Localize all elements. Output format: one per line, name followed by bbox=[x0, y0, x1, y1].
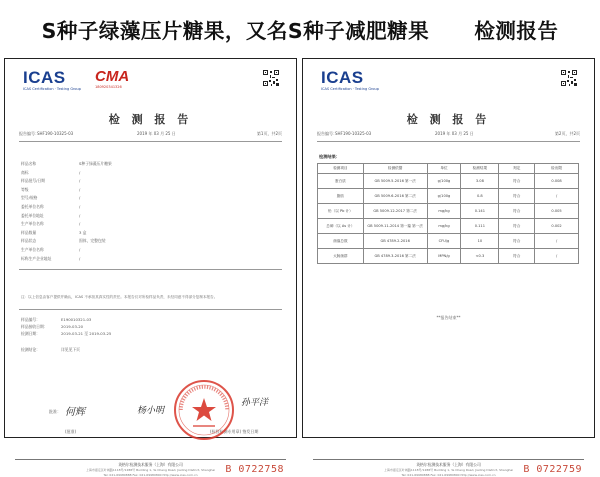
reviewer-signature: 杨小明 bbox=[137, 406, 165, 416]
icas-logo bbox=[321, 69, 411, 95]
footer-address: 上海市嘉定区叶城路1118号/1288号 Building 1, Ye Cheng Road, Jiading District, Shanghai bbox=[85, 468, 216, 472]
disclaimer-note: 注：以上信息由客户提供并确认，ICAS 不承担其真实性的责任。本报告仅对所检样品负责，未经同意不得部分复制本报告。 bbox=[21, 295, 218, 299]
serial-number: B 0722759 bbox=[523, 464, 582, 475]
table-cell: 0.002 bbox=[535, 219, 579, 234]
table-cell: / bbox=[535, 234, 579, 249]
table-header-row bbox=[318, 164, 579, 174]
field-row: 等级 / bbox=[21, 186, 81, 192]
table-cell: / bbox=[535, 249, 579, 264]
footer-company: 英格尔检测技术服务（上海）有限公司 bbox=[416, 462, 481, 467]
table-cell: 总砷（以 As 计） bbox=[318, 219, 364, 234]
report-meta bbox=[317, 131, 580, 141]
page-number: 第1页，共2页 bbox=[256, 131, 282, 136]
table-cell: GB 5009.12-2017 第二法 bbox=[363, 204, 427, 219]
divider bbox=[19, 309, 282, 310]
table-cell: mg/kg bbox=[427, 219, 461, 234]
table-cell: 符合 bbox=[499, 189, 535, 204]
table-cell: 3.08 bbox=[461, 174, 499, 189]
table-cell: 0.005 bbox=[535, 204, 579, 219]
table-row bbox=[318, 249, 579, 264]
table-cell: 符合 bbox=[499, 174, 535, 189]
date-row: 样品编号： E190010321-03 bbox=[21, 317, 92, 322]
table-cell: 10 bbox=[461, 234, 499, 249]
report-date: 2019 年 03 月 25 日 bbox=[137, 131, 176, 136]
footer-company: 英格尔检测技术服务（上海）有限公司 bbox=[118, 462, 183, 467]
table-row bbox=[318, 234, 579, 249]
table-cell: g/100g bbox=[427, 174, 461, 189]
table-row bbox=[318, 204, 579, 219]
report-date: 2019 年 03 月 25 日 bbox=[435, 131, 474, 136]
page-number: 第2页，共2页 bbox=[554, 131, 580, 136]
table-cell: 0.8 bbox=[461, 189, 499, 204]
report-title: 检 测 报 告 bbox=[108, 113, 193, 126]
table-cell: 符合 bbox=[499, 234, 535, 249]
table-cell: mg/kg bbox=[427, 204, 461, 219]
qr-code-icon bbox=[560, 69, 578, 87]
report-no: SHF190-10325-03 bbox=[335, 131, 372, 136]
field-row: 样品状态 固体，完整包装 bbox=[21, 238, 106, 244]
sample-dates bbox=[21, 317, 221, 338]
icas-logo-text: ICAS bbox=[321, 68, 364, 87]
official-seal-stamp bbox=[173, 379, 235, 441]
results-table bbox=[317, 163, 579, 264]
column-header: 检出限 bbox=[535, 164, 579, 174]
table-cell: CFU/g bbox=[427, 234, 461, 249]
field-row: 样品批号/日期 / bbox=[21, 178, 81, 184]
date-row: 检测日期： 2019-03-21 至 2019-03-25 bbox=[21, 331, 112, 336]
table-cell: GB 4789.3-2016 第二法 bbox=[363, 249, 427, 264]
icas-logo-text: ICAS bbox=[23, 68, 66, 87]
qr-code-icon bbox=[262, 69, 280, 87]
field-row: 生产单位名称 / bbox=[21, 221, 81, 227]
divider bbox=[19, 141, 282, 142]
results-label: 检测结果： bbox=[319, 154, 340, 159]
cma-logo bbox=[95, 69, 129, 91]
table-row bbox=[318, 174, 579, 189]
table-cell: GB 5009.5-2016 第一法 bbox=[363, 174, 427, 189]
footer-divider bbox=[313, 459, 584, 460]
table-cell: GB 5009.6-2016 第二法 bbox=[363, 189, 427, 204]
table-cell: 铅（以 Pb 计） bbox=[318, 204, 364, 219]
report-end-marker: **报告结束** bbox=[436, 315, 461, 320]
approver-label: 批准： bbox=[49, 409, 61, 414]
report-no-label: 报告编号： bbox=[317, 131, 337, 136]
field-row: 生产单位名称 / bbox=[21, 246, 81, 252]
field-row: 委托单位名称 / bbox=[21, 203, 81, 209]
table-cell: GB 5009.11-2014 第一篇 第一法 bbox=[363, 219, 427, 234]
table-cell: 蛋白质 bbox=[318, 174, 364, 189]
field-row: 标称生产企业地址 / bbox=[21, 255, 81, 261]
page-banner bbox=[0, 14, 600, 48]
field-row: 委托单位地址 / bbox=[21, 212, 81, 218]
test-conclusion bbox=[21, 347, 221, 354]
field-row: 样品数量 3 盒 bbox=[21, 229, 87, 235]
report-title: 检 测 报 告 bbox=[406, 113, 491, 126]
stamp-caption: (检验检测专用章) 签发日期 bbox=[210, 429, 259, 434]
report-page-1 bbox=[4, 58, 297, 477]
field-row: 型号/规格 / bbox=[21, 195, 81, 201]
sample-info-list bbox=[21, 161, 281, 264]
field-row: 商标 / bbox=[21, 169, 81, 175]
field-row: 样品名称 S种子绿藻压片糖果 bbox=[21, 161, 112, 166]
table-cell: 脂肪 bbox=[318, 189, 364, 204]
date-row: 样品接收日期： 2019-03-20 bbox=[21, 324, 84, 329]
icas-logo-tagline: ICAS Certification · Testing Group bbox=[23, 87, 81, 91]
table-cell: <0.3 bbox=[461, 249, 499, 264]
footer-address: 上海市嘉定区叶城路1118号/1288号 Building 1, Ye Cheng Road, Jiading District, Shanghai bbox=[383, 468, 514, 472]
approver-caption: (批准) bbox=[65, 429, 77, 434]
table-row bbox=[318, 189, 579, 204]
table-cell: 0.141 bbox=[461, 204, 499, 219]
tester-signature: 孙平洋 bbox=[241, 398, 269, 408]
report-meta bbox=[19, 131, 282, 141]
table-cell: 符合 bbox=[499, 219, 535, 234]
table-cell: MPN/g bbox=[427, 249, 461, 264]
table-row bbox=[318, 219, 579, 234]
footer-contact: Tel: 021-69980888 Fax: 021-69980800 http://www.icas.com.cn bbox=[103, 473, 198, 477]
divider bbox=[317, 141, 580, 142]
table-cell: / bbox=[535, 189, 579, 204]
footer-divider bbox=[15, 459, 286, 460]
table-cell: 大肠菌群 bbox=[318, 249, 364, 264]
table-cell: GB 4789.2-2016 bbox=[363, 234, 427, 249]
column-header: 单位 bbox=[427, 164, 461, 174]
column-header: 检测结果 bbox=[461, 164, 499, 174]
table-cell: 菌落总数 bbox=[318, 234, 364, 249]
serial-number: B 0722758 bbox=[225, 464, 284, 475]
column-header: 判定 bbox=[499, 164, 535, 174]
cma-logo-text: CMA bbox=[95, 68, 130, 85]
approver-signature: 何辉 bbox=[65, 407, 85, 418]
table-cell: 0.008 bbox=[535, 174, 579, 189]
table-cell: 0.111 bbox=[461, 219, 499, 234]
column-header: 检测项目 bbox=[318, 164, 364, 174]
table-cell: 符合 bbox=[499, 204, 535, 219]
divider bbox=[19, 269, 282, 270]
report-no-label: 报告编号： bbox=[19, 131, 39, 136]
table-cell: 符合 bbox=[499, 249, 535, 264]
report-page-2 bbox=[302, 58, 595, 477]
banner-subtitle: 检测报告 bbox=[474, 19, 559, 43]
conclusion-label: 检测结论： bbox=[21, 347, 40, 352]
banner-title: S种子绿藻压片糖果，又名S种子减肥糖果 bbox=[41, 19, 430, 43]
footer-contact: Tel: 021-69980888 Fax: 021-69980800 http://www.icas.com.cn bbox=[401, 473, 496, 477]
cma-number: 180920341326 bbox=[95, 85, 122, 89]
report-no: SHF190-10325-03 bbox=[37, 131, 74, 136]
conclusion-value: 详见见下页 bbox=[61, 347, 80, 352]
icas-logo-tagline: ICAS Certification · Testing Group bbox=[321, 87, 379, 91]
column-header: 检测依据 bbox=[363, 164, 427, 174]
table-cell: g/100g bbox=[427, 189, 461, 204]
